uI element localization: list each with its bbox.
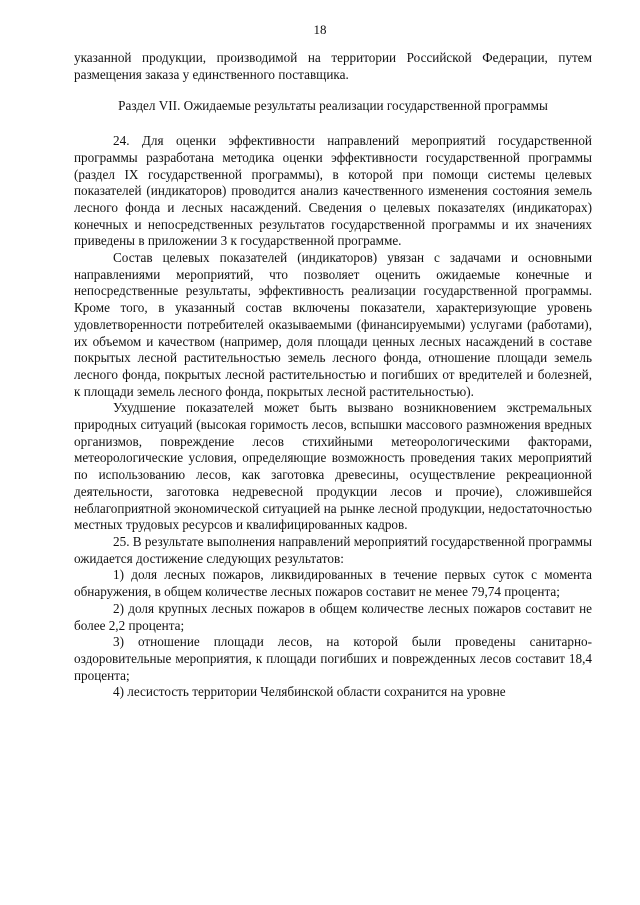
result-item-1: 1) доля лесных пожаров, ликвидированных в течение первых суток с момента обнаружения, в общем количестве лесных пожаров составит не менее 79,74 процента; [74,567,592,600]
result-item-3: 3) отношение площади лесов, на которой были проведены санитарно-оздоровительные мероприятия, к площади погибших и поврежденных лесов составит 18,4 процента; [74,634,592,683]
paragraph-indicators: Состав целевых показателей (индикаторов) увязан с задачами и основными направлениями мероприятий, что позволяет оценить ожидаемые конечные и непосредственные результаты, эффективность реализации государственной программы. Кроме того, в указанный состав включены показатели, характеризующие уровень удовлетворенности потребителей оказываемыми (финансируемыми) услугами (работами), их объемом и качеством (например, доля площади ценных лесных насаждений в составе покрытых лесной растительностью земель лесного фонда, отношение площади земель лесного фонда, покрытых лесной растительностью и погибших от вредителей и болезней, к площади земель лесного фонда, покрытых лесной растительностью). [74,250,592,399]
document-body [74,50,592,701]
paragraph-25: 25. В результате выполнения направлений мероприятий государственной программы ожидается достижение следующих результатов: [74,533,592,566]
result-item-2: 2) доля крупных лесных пожаров в общем количестве лесных пожаров составит не более 2,2 процента; [74,600,592,633]
section-heading: Раздел VII. Ожидаемые результаты реализации государственной программы [118,98,548,114]
page-number: 18 [313,22,327,37]
intro-paragraph: указанной продукции, производимой на территории Российской Федерации, путем размещения заказа у единственного поставщика. [74,50,592,82]
paragraph-deterioration: Ухудшение показателей может быть вызвано возникновением экстремальных природных ситуаций (высокая горимость лесов, вспышки массового размножения вредных организмов, повреждение лесов стихийными метеорологическими факторами, метеорологические условия, определяющие возможность проведения таких мероприятий по использованию лесов, как заготовка древесины, осуществление рекреационной деятельности, заготовка недревесной продукции лесов и прочие), сложившейся неблагоприятной экономической ситуацией на рынке лесной продукции, недостаточностью местных трудовых ресурсов и квалифицированных кадров. [74,400,592,533]
paragraph-24: 24. Для оценки эффективности направлений мероприятий государственной программы разработана методика оценки эффективности государственной программы (раздел IX государственной программы), в которой при помощи системы целевых показателей (индикаторов) проводится анализ качественного изменения состояния земель лесного фонда и лесных насаждений. Сведения о целевых показателях (индикаторах) конечных и непосредственных результатов государственной программы и их значениях приведены в приложении 3 к государственной программе. [74,133,592,249]
result-item-4: 4) лесистость территории Челябинской области сохранится на уровне [113,684,506,700]
